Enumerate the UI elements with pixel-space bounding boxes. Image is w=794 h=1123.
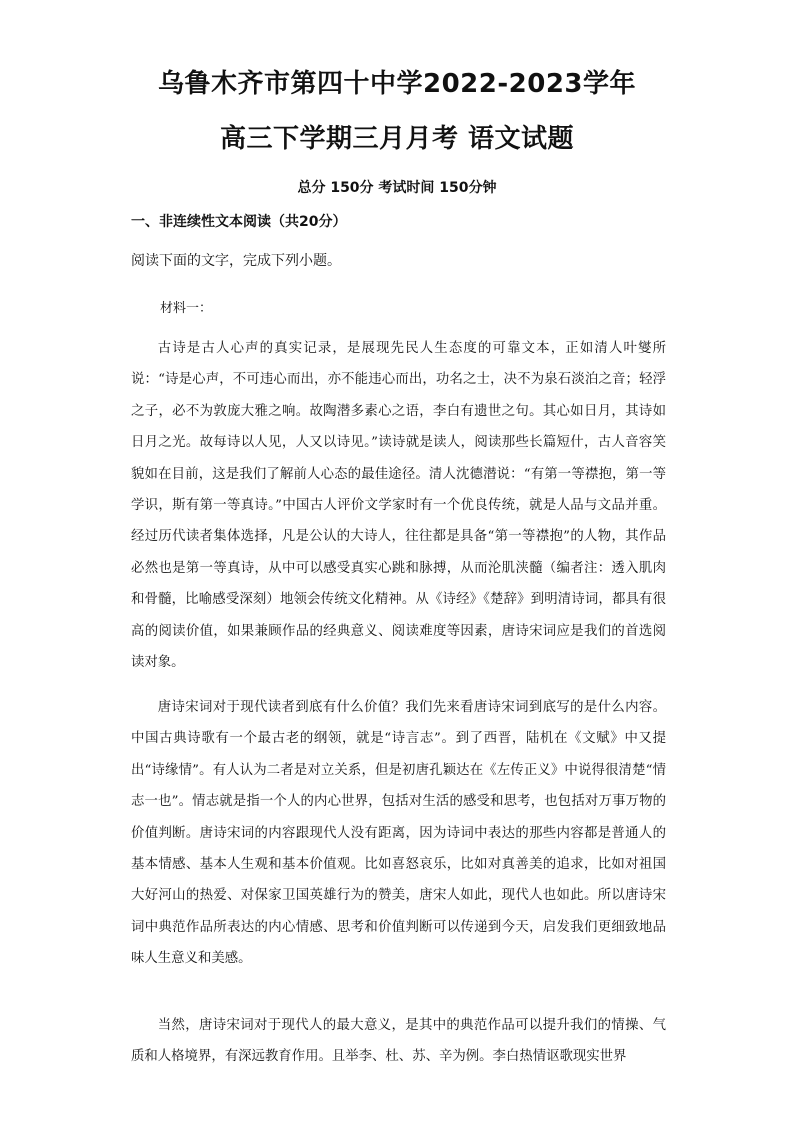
exam-subtitle: 总分 150分 考试时间 150分钟	[297, 180, 497, 196]
reading-instruction: 阅读下面的文字，完成下列小题。	[131, 253, 341, 269]
paragraph: 当然，唐诗宋词对于现代人的最大意义，是其中的典范作品可以提升我们的情操、气质和人格境界，有深远教育作用。且举李、杜、苏、辛为例。李白热情讴歌现实世界	[131, 1018, 666, 1065]
exam-title-line1: 乌鲁木齐市第四十中学2022-2023学年	[157, 69, 637, 99]
material-label: 材料一：	[160, 301, 213, 316]
exam-title-line2: 高三下学期三月月考 语文试题	[219, 124, 575, 154]
section-heading: 一、非连续性文本阅读（共20分）	[131, 214, 347, 230]
paragraph: 古诗是古人心声的真实记录，是展现先民人生态度的可靠文本，正如清人叶燮所说：“诗是心声，不可违心而出，亦不能违心而出，功名之士，决不为泉石淡泊之音；轻浮之子，必不为敦庞大雅之响。故陶潜多素心之语，李白有遗世之句。其心如日月，其诗如日月之光。故每诗以人见，人又以诗见。”读诗就是读人，阅读那些长篇短什，古人音容笑貌如在目前，这是我们了解前人心态的最佳途径。清人沈德潜说：“有第一等襟抱，第一等学识，斯有第一等真诗。”中国古人评价文学家时有一个优良传统，就是人品与文品并重。经过历代读者集体选择，凡是公认的大诗人，往往都是具备“第一等襟抱”的人物，其作品必然也是第一等真诗，从中可以感受真实心跳和脉搏，从而沦肌浃髓（编者注：透入肌肉和骨髓，比喻感受深刻）地领会传统文化精神。从《诗经》《楚辞》到明清诗词，都具有很高的阅读价值，如果兼顾作品的经典意义、阅读难度等因素，唐诗宋词应是我们的首选阅读对象。	[131, 341, 666, 671]
paragraph: 唐诗宋词对于现代读者到底有什么价值？我们先来看唐诗宋词到底写的是什么内容。中国古典诗歌有一个最古老的纲领，就是“诗言志”。到了西晋，陆机在《文赋》中又提出“诗缘情”。有人认为二者是对立关系，但是初唐孔颖达在《左传正义》中说得很清楚“情志一也”。情志就是指一个人的内心世界，包括对生活的感受和思考，也包括对万事万物的价值判断。唐诗宋词的内容跟现代人没有距离，因为诗词中表达的那些内容都是普通人的基本情感、基本人生观和基本价值观。比如喜怒哀乐，比如对真善美的追求，比如对祖国大好河山的热爱、对保家卫国英雄行为的赞美，唐宋人如此，现代人也如此。所以唐诗宋词中典范作品所表达的内心情感、思考和价值判断可以传递到今天，启发我们更细致地品味人生意义和美感。	[131, 700, 666, 967]
